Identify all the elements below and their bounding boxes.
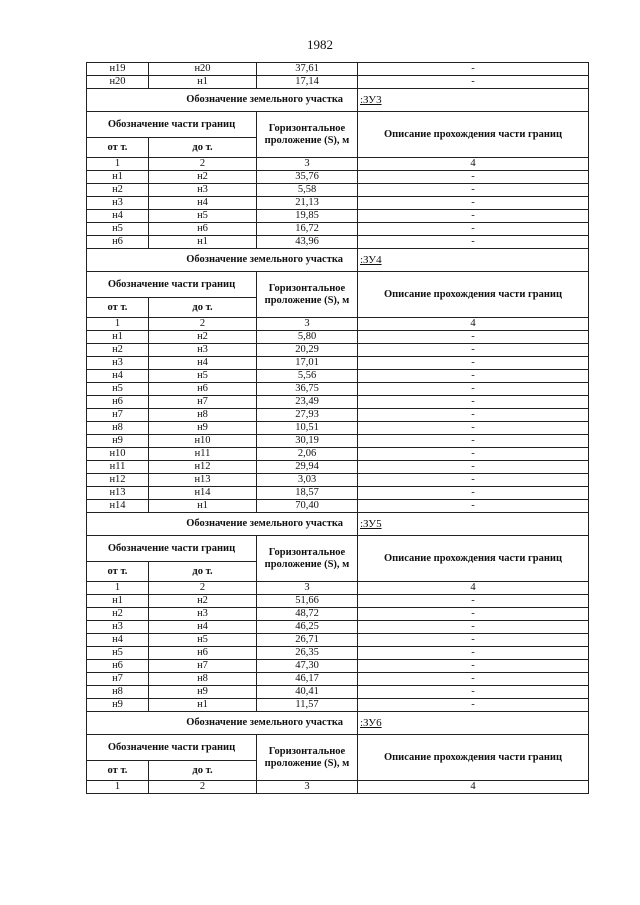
to-point: н4 [149, 621, 257, 634]
column-number: 1 [87, 318, 149, 331]
from-point: н2 [87, 344, 149, 357]
segment-description: - [358, 223, 589, 236]
to-point: н7 [149, 396, 257, 409]
column-header-row [87, 536, 589, 562]
horizontal-distance: 5,80 [257, 331, 358, 344]
from-point: н8 [87, 686, 149, 699]
horizontal-distance: 29,94 [257, 461, 358, 474]
parcel-label: Обозначение земельного участка [87, 513, 358, 536]
horizontal-distance: 46,17 [257, 673, 358, 686]
to-point: н3 [149, 184, 257, 197]
segment-row [87, 487, 589, 500]
horizontal-distance: 40,41 [257, 686, 358, 699]
segment-row [87, 184, 589, 197]
to-point: н9 [149, 422, 257, 435]
horizontal-header: Горизонтальное проложение (S), м [257, 536, 358, 582]
from-point: н8 [87, 422, 149, 435]
boundary-parts-header: Обозначение части границ [87, 112, 257, 138]
column-number-row [87, 781, 589, 794]
segment-row [87, 370, 589, 383]
from-point: н3 [87, 197, 149, 210]
from-point: н7 [87, 673, 149, 686]
to-point: н14 [149, 487, 257, 500]
horizontal-distance: 2,06 [257, 448, 358, 461]
segment-row [87, 474, 589, 487]
horizontal-distance: 23,49 [257, 396, 358, 409]
segment-row [87, 448, 589, 461]
to-point: н4 [149, 357, 257, 370]
to-point: н1 [149, 699, 257, 712]
horizontal-distance: 27,93 [257, 409, 358, 422]
segment-description: - [358, 634, 589, 647]
horizontal-distance: 17,14 [257, 76, 358, 89]
segment-description: - [358, 435, 589, 448]
column-number: 1 [87, 582, 149, 595]
from-point: н4 [87, 210, 149, 223]
segment-row [87, 344, 589, 357]
segment-row [87, 686, 589, 699]
from-point: н11 [87, 461, 149, 474]
segment-description: - [358, 63, 589, 76]
from-point: н14 [87, 500, 149, 513]
segment-description: - [358, 210, 589, 223]
segment-row [87, 171, 589, 184]
to-point: н4 [149, 197, 257, 210]
horizontal-distance: 11,57 [257, 699, 358, 712]
segment-row [87, 409, 589, 422]
column-number: 1 [87, 158, 149, 171]
column-number: 4 [358, 318, 589, 331]
to-point: н6 [149, 223, 257, 236]
horizontal-distance: 16,72 [257, 223, 358, 236]
boundary-parts-header: Обозначение части границ [87, 735, 257, 761]
to-point: н2 [149, 595, 257, 608]
to-header: до т. [149, 562, 257, 582]
segment-row [87, 634, 589, 647]
horizontal-distance: 36,75 [257, 383, 358, 396]
horizontal-distance: 3,03 [257, 474, 358, 487]
parcel-header-row [87, 249, 589, 272]
from-header: от т. [87, 562, 149, 582]
description-header: Описание прохождения части границ [358, 272, 589, 318]
parcel-id: :ЗУ3 [358, 89, 589, 112]
to-point: н2 [149, 171, 257, 184]
segment-description: - [358, 461, 589, 474]
segment-row [87, 461, 589, 474]
segment-description: - [358, 370, 589, 383]
segment-description: - [358, 422, 589, 435]
parcel-id: :ЗУ4 [358, 249, 589, 272]
from-point: н1 [87, 595, 149, 608]
from-point: н5 [87, 383, 149, 396]
column-number: 4 [358, 158, 589, 171]
horizontal-distance: 70,40 [257, 500, 358, 513]
from-point: н2 [87, 184, 149, 197]
segment-description: - [358, 197, 589, 210]
segment-description: - [358, 357, 589, 370]
parcel-header-row [87, 513, 589, 536]
horizontal-distance: 46,25 [257, 621, 358, 634]
from-point: н10 [87, 448, 149, 461]
horizontal-distance: 26,71 [257, 634, 358, 647]
segment-description: - [358, 647, 589, 660]
column-number: 3 [257, 318, 358, 331]
from-point: н4 [87, 634, 149, 647]
segment-row [87, 383, 589, 396]
to-point: н5 [149, 210, 257, 223]
horizontal-distance: 10,51 [257, 422, 358, 435]
segment-row [87, 396, 589, 409]
from-point: н12 [87, 474, 149, 487]
horizontal-distance: 5,56 [257, 370, 358, 383]
to-point: н1 [149, 76, 257, 89]
horizontal-distance: 20,29 [257, 344, 358, 357]
column-number-row [87, 318, 589, 331]
segment-row [87, 660, 589, 673]
segment-row [87, 357, 589, 370]
segment-description: - [358, 686, 589, 699]
from-header: от т. [87, 138, 149, 158]
description-header: Описание прохождения части границ [358, 112, 589, 158]
horizontal-distance: 47,30 [257, 660, 358, 673]
from-point: н9 [87, 699, 149, 712]
column-number: 2 [149, 781, 257, 794]
segment-description: - [358, 344, 589, 357]
segment-description: - [358, 487, 589, 500]
parcel-header-row [87, 712, 589, 735]
from-point: н3 [87, 357, 149, 370]
segment-row [87, 673, 589, 686]
segment-row [87, 422, 589, 435]
column-number: 1 [87, 781, 149, 794]
from-point: н1 [87, 171, 149, 184]
column-number: 2 [149, 158, 257, 171]
segment-row [87, 608, 589, 621]
from-point: н2 [87, 608, 149, 621]
column-number: 3 [257, 582, 358, 595]
horizontal-header: Горизонтальное проложение (S), м [257, 735, 358, 781]
horizontal-distance: 37,61 [257, 63, 358, 76]
segment-description: - [358, 383, 589, 396]
to-header: до т. [149, 138, 257, 158]
to-point: н7 [149, 660, 257, 673]
horizontal-distance: 30,19 [257, 435, 358, 448]
from-point: н13 [87, 487, 149, 500]
horizontal-header: Горизонтальное проложение (S), м [257, 272, 358, 318]
to-header: до т. [149, 298, 257, 318]
parcel-label: Обозначение земельного участка [87, 249, 358, 272]
from-point: н6 [87, 236, 149, 249]
horizontal-distance: 19,85 [257, 210, 358, 223]
segment-description: - [358, 448, 589, 461]
segment-description: - [358, 331, 589, 344]
segment-row [87, 699, 589, 712]
parcel-label: Обозначение земельного участка [87, 89, 358, 112]
segment-description: - [358, 673, 589, 686]
column-header-row [87, 112, 589, 138]
boundary-parts-header: Обозначение части границ [87, 272, 257, 298]
horizontal-distance: 17,01 [257, 357, 358, 370]
boundary-parts-header: Обозначение части границ [87, 536, 257, 562]
horizontal-distance: 21,13 [257, 197, 358, 210]
to-point: н6 [149, 383, 257, 396]
horizontal-distance: 51,66 [257, 595, 358, 608]
segment-row [87, 621, 589, 634]
description-header: Описание прохождения части границ [358, 735, 589, 781]
to-point: н3 [149, 608, 257, 621]
segment-description: - [358, 236, 589, 249]
segment-row [87, 63, 589, 76]
horizontal-distance: 35,76 [257, 171, 358, 184]
from-point: н6 [87, 660, 149, 673]
to-point: н8 [149, 673, 257, 686]
to-point: н12 [149, 461, 257, 474]
parcel-label: Обозначение земельного участка [87, 712, 358, 735]
to-point: н9 [149, 686, 257, 699]
boundary-table [86, 62, 589, 794]
from-header: от т. [87, 298, 149, 318]
segment-description: - [358, 396, 589, 409]
segment-description: - [358, 595, 589, 608]
segment-description: - [358, 608, 589, 621]
from-point: н9 [87, 435, 149, 448]
to-point: н13 [149, 474, 257, 487]
segment-description: - [358, 660, 589, 673]
to-point: н10 [149, 435, 257, 448]
to-point: н5 [149, 634, 257, 647]
segment-description: - [358, 500, 589, 513]
column-number: 2 [149, 582, 257, 595]
segment-description: - [358, 76, 589, 89]
segment-description: - [358, 621, 589, 634]
from-point: н7 [87, 409, 149, 422]
to-point: н20 [149, 63, 257, 76]
from-header: от т. [87, 761, 149, 781]
from-point: н19 [87, 63, 149, 76]
column-number: 4 [358, 582, 589, 595]
segment-description: - [358, 409, 589, 422]
segment-description: - [358, 699, 589, 712]
to-point: н1 [149, 500, 257, 513]
description-header: Описание прохождения части границ [358, 536, 589, 582]
to-point: н6 [149, 647, 257, 660]
segment-row [87, 210, 589, 223]
horizontal-header: Горизонтальное проложение (S), м [257, 112, 358, 158]
from-point: н20 [87, 76, 149, 89]
from-point: н6 [87, 396, 149, 409]
from-point: н3 [87, 621, 149, 634]
to-point: н8 [149, 409, 257, 422]
horizontal-distance: 43,96 [257, 236, 358, 249]
segment-description: - [358, 184, 589, 197]
segment-description: - [358, 474, 589, 487]
to-point: н2 [149, 331, 257, 344]
from-point: н5 [87, 223, 149, 236]
column-header-row [87, 735, 589, 761]
horizontal-distance: 26,35 [257, 647, 358, 660]
column-number: 4 [358, 781, 589, 794]
column-number-row [87, 158, 589, 171]
segment-description: - [358, 171, 589, 184]
from-point: н1 [87, 331, 149, 344]
to-point: н3 [149, 344, 257, 357]
parcel-id: :ЗУ6 [358, 712, 589, 735]
segment-row [87, 647, 589, 660]
to-point: н5 [149, 370, 257, 383]
from-point: н5 [87, 647, 149, 660]
segment-row [87, 435, 589, 448]
to-point: н11 [149, 448, 257, 461]
horizontal-distance: 48,72 [257, 608, 358, 621]
parcel-header-row [87, 89, 589, 112]
horizontal-distance: 5,58 [257, 184, 358, 197]
column-header-row [87, 272, 589, 298]
column-number-row [87, 582, 589, 595]
to-header: до т. [149, 761, 257, 781]
segment-row [87, 236, 589, 249]
segment-row [87, 223, 589, 236]
segment-row [87, 500, 589, 513]
column-number: 3 [257, 158, 358, 171]
page-number: 1982 [307, 37, 333, 52]
segment-row [87, 197, 589, 210]
segment-row [87, 595, 589, 608]
column-number: 3 [257, 781, 358, 794]
horizontal-distance: 18,57 [257, 487, 358, 500]
parcel-id: :ЗУ5 [358, 513, 589, 536]
from-point: н4 [87, 370, 149, 383]
to-point: н1 [149, 236, 257, 249]
column-number: 2 [149, 318, 257, 331]
segment-row [87, 76, 589, 89]
segment-row [87, 331, 589, 344]
